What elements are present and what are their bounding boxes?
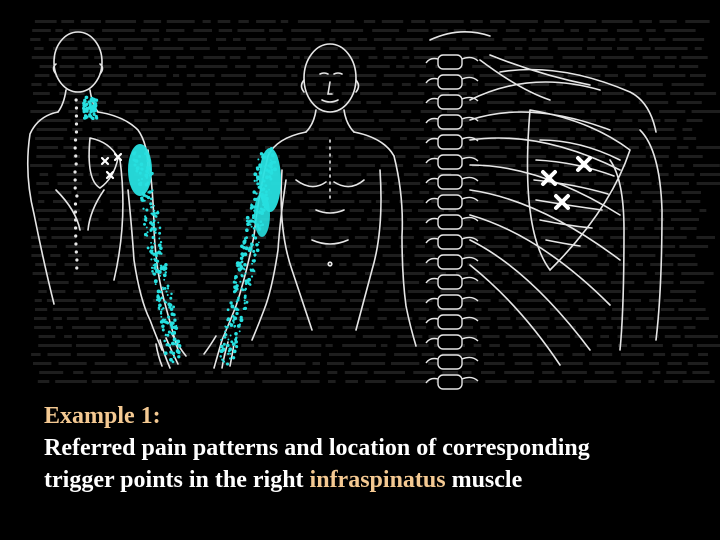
caption (44, 400, 704, 496)
caption-line-1: Referred pain patterns and location of corresponding (44, 435, 590, 461)
muscle-name: infraspinatus (309, 467, 446, 493)
neck-pain-zone (82, 96, 98, 120)
caption-heading: Example 1: (44, 403, 161, 429)
caption-line-2-suffix: muscle (445, 467, 523, 493)
vertebrae (426, 55, 478, 389)
background-text-texture (30, 20, 720, 383)
caption-line-2-prefix: trigger points in the right (44, 467, 310, 493)
